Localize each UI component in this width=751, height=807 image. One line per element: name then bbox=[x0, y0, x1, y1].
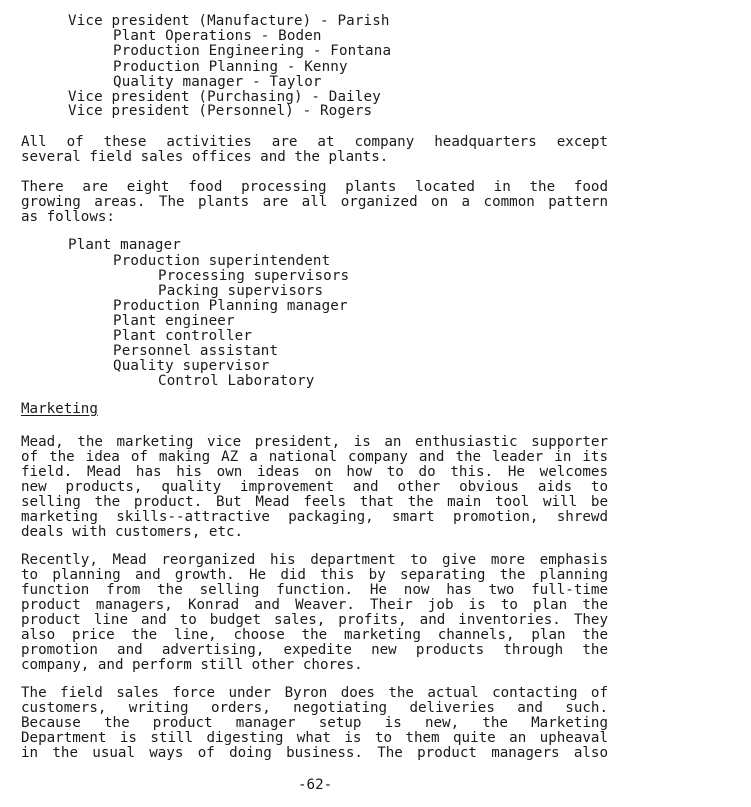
paragraph-headquarters bbox=[21, 135, 608, 165]
paragraph-field-sales bbox=[21, 686, 608, 761]
plant-org-plant-engineer: Plant engineer bbox=[113, 313, 235, 329]
paragraph-line: company, and perform still other chores. bbox=[21, 658, 363, 673]
plant-org-quality-supervisor: Quality supervisor bbox=[113, 358, 270, 374]
paragraph-line: Recently, Mead reorganized his department to give more emphasis bbox=[21, 553, 608, 568]
paragraph-reorganization bbox=[21, 553, 608, 673]
plant-org-plant-manager: Plant manager bbox=[68, 237, 181, 253]
paragraph-line: product line and to budget sales, profits, and inventories. They bbox=[21, 613, 608, 628]
paragraph-line: function from the selling function. He now has two full-time bbox=[21, 583, 608, 598]
paragraph-line: promotion and advertising, expedite new products through the bbox=[21, 643, 608, 658]
org-quality-manager: Quality manager - Taylor bbox=[113, 74, 322, 90]
paragraph-line: field. Mead has his own ideas on how to do this. He welcomes bbox=[21, 465, 608, 480]
paragraph-line: marketing skills--attractive packaging, smart promotion, shrewd bbox=[21, 510, 608, 525]
page-number: -62- bbox=[298, 777, 333, 793]
paragraph-line: also price the line, choose the marketing channels, plan the bbox=[21, 628, 608, 643]
plant-org-production-superintendent: Production superintendent bbox=[113, 253, 331, 269]
paragraph-mead bbox=[21, 435, 608, 540]
plant-org-control-laboratory: Control Laboratory bbox=[158, 373, 315, 389]
org-vp-purchasing: Vice president (Purchasing) - Dailey bbox=[68, 89, 381, 105]
org-vp-manufacture: Vice president (Manufacture) - Parish bbox=[68, 13, 390, 29]
paragraph-line: in the usual ways of doing business. The product managers also bbox=[21, 746, 608, 761]
paragraph-line: There are eight food processing plants located in the food bbox=[21, 180, 608, 195]
paragraph-line: as follows: bbox=[21, 210, 115, 225]
paragraph-line: deals with customers, etc. bbox=[21, 525, 244, 540]
plant-org-personnel-assistant: Personnel assistant bbox=[113, 343, 279, 359]
plant-org-production-planning-manager: Production Planning manager bbox=[113, 298, 348, 314]
paragraph-line: All of these activities are at company headquarters except bbox=[21, 135, 608, 150]
org-plant-operations: Plant Operations - Boden bbox=[113, 28, 322, 44]
paragraph-line: Mead, the marketing vice president, is an enthusiastic supporter bbox=[21, 435, 608, 450]
org-vp-personnel: Vice president (Personnel) - Rogers bbox=[68, 103, 373, 119]
paragraph-line: several field sales offices and the plants. bbox=[21, 150, 389, 165]
paragraph-line: selling the product. But Mead feels that the main tool will be bbox=[21, 495, 608, 510]
paragraph-line: Department is still digesting what is to them quite an upheaval bbox=[21, 731, 608, 746]
paragraph-line: customers, writing orders, negotiating deliveries and such. bbox=[21, 701, 608, 716]
paragraph-line: growing areas. The plants are all organized on a common pattern bbox=[21, 195, 608, 210]
org-production-engineering: Production Engineering - Fontana bbox=[113, 43, 392, 59]
plant-org-plant-controller: Plant controller bbox=[113, 328, 253, 344]
plant-org-packing-supervisors: Packing supervisors bbox=[158, 283, 324, 299]
paragraph-line: The field sales force under Byron does the actual contacting of bbox=[21, 686, 608, 701]
section-heading-marketing: Marketing bbox=[21, 401, 98, 417]
org-production-planning: Production Planning - Kenny bbox=[113, 59, 348, 75]
paragraph-line: product managers, Konrad and Weaver. Their job is to plan the bbox=[21, 598, 608, 613]
paragraph-line: to planning and growth. He did this by separating the planning bbox=[21, 568, 608, 583]
paragraph-line: Because the product manager setup is new, the Marketing bbox=[21, 716, 608, 731]
paragraph-line: of the idea of making AZ a national company and the leader in its bbox=[21, 450, 608, 465]
paragraph-plants bbox=[21, 180, 608, 225]
paragraph-line: new products, quality improvement and other obvious aids to bbox=[21, 480, 608, 495]
plant-org-processing-supervisors: Processing supervisors bbox=[158, 268, 350, 284]
